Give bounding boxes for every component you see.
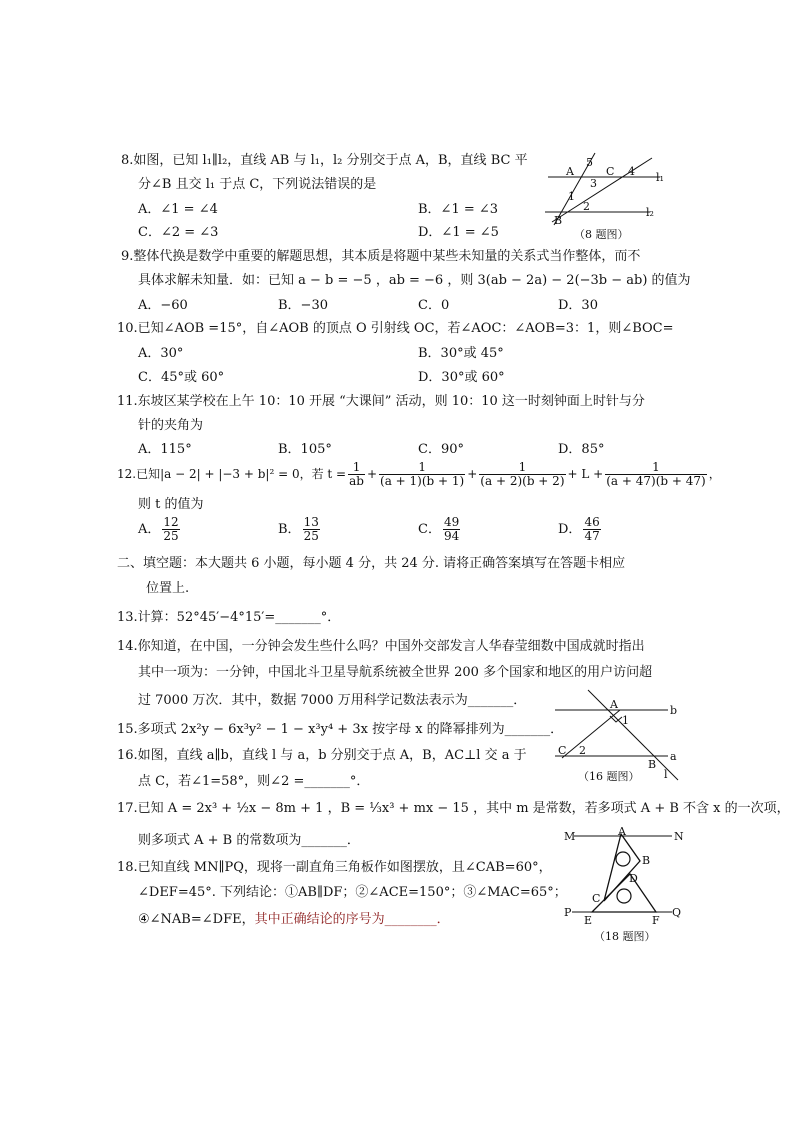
label-B: B [648,758,657,771]
q18-figure [560,826,690,948]
q10-option-d: D．30°或 60° [418,370,505,385]
q10-option-c: C．45°或 60° [138,370,225,385]
q12-option-c: C． $\frac{49}{94}$ [418,515,460,543]
hole-1 [616,852,630,866]
q12-option-a: A． $\frac{12}{25}$ [138,515,179,543]
q8-option-c: C．∠2 = ∠3 [138,225,219,240]
q18-line3b: 其中正确结论的序号为________． [254,912,450,927]
label-b: b [670,704,678,717]
label-A: A [618,826,626,838]
label-5: 5 [586,156,593,169]
label-l: l [664,768,668,781]
q17-line1: 17.已知 A = 2x³ + ½x − 8m + 1 ，B = ⅓x³ + mx − 15 ，其中 m 是常数，若多项式 A + B 不含 x 的一次项， [117,801,790,816]
label-P: P [564,906,572,919]
q18-line3 [138,911,450,928]
q8-line2: 分∠B 且交 l₁ 于点 C，下列说法错误的是 [138,177,377,192]
label-M: M [564,830,576,843]
q16-line1: 16.如图，直线 a∥b，直线 l 与 a，b 分别交于点 A，B，AC⊥l 交 a 于 [117,748,527,763]
label-l2: l₂ [646,206,654,219]
q12-option-d: D． $\frac{46}{47}$ [558,515,600,543]
q12-frac-1: $\frac{1}{ab}$ [349,460,364,488]
q9-line1: 9.整体代换是数学中重要的解题思想，其本质是将题中某些未知量的关系式当作整体，而不 [121,249,641,264]
q8-option-b: B．∠1 = ∠3 [418,202,499,217]
q12-condition: |a − 2| + |−3 + b|² = 0 [160,467,300,481]
label-A: A [610,698,618,711]
hole-2 [617,889,631,903]
q14-line3: 过 7000 万次．其中，数据 7000 万用科学记数法表示为_______． [138,693,527,708]
label-C: C [606,165,615,178]
triangle-def [592,874,656,912]
q9-option-c: C．0 [418,298,450,313]
label-Q: Q [672,906,682,919]
label-B: B [642,854,651,867]
label-4: 4 [628,165,635,178]
q12-prefix: 12.已知 [117,467,161,481]
q11-line1: 11.东坡区某学校在上午 10：10 开展 “大课间” 活动，则 10：10 这一时刻钟面上时针与分 [117,394,645,409]
q12-frac-2: $\frac{1}{(a + 1)(b + 1)}$ [380,460,465,488]
label-2: 2 [583,200,590,213]
q16-line2: 点 C，若∠1=58°，则∠2 =_______°． [138,774,370,789]
label-a: a [670,750,677,763]
q10-option-b: B．30°或 45° [418,346,504,361]
q9-option-d: D．30 [558,298,598,313]
q12-mid: ，若 t = [299,467,347,481]
q13-text: 13.计算：52°45′−4°15′=_______°． [117,610,341,625]
q9-option-b: B．−30 [278,298,328,313]
label-1: 1 [622,714,629,727]
q11-option-c: C．90° [418,442,464,457]
label-3: 3 [590,177,597,190]
q12-option-b: B． $\frac{13}{25}$ [278,515,319,543]
q12-line2: 则 t 的值为 [138,497,204,512]
section2-line1: 二、填空题：本大题共 6 小题，每小题 4 分，共 24 分. 请将正确答案填写在答题卡相应 [117,556,626,571]
q14-line2: 其中一项为：一分钟，中国北斗卫星导航系统被全世界 200 多个国家和地区的用户访问超 [138,665,653,680]
label-2: 2 [579,744,586,757]
triangle-abc [604,834,640,901]
label-A: A [566,165,574,178]
label-C: C [592,892,601,905]
label-N: N [674,830,684,843]
label-B: B [554,214,563,227]
line-l [588,690,678,780]
q16-figure [550,688,690,788]
q12-frac-4: $\frac{1}{(a + 47)(b + 47)}$ [606,460,706,488]
q14-line1: 14.你知道，在中国，一分钟会发生些什么吗？中国外交部发言人华春莹细数中国成就时指出 [117,639,645,654]
q9-option-a: A．−60 [138,298,188,313]
q9-line2: 具体求解未知量．如：已知 a − b = −5 ，ab = −6 ，则 3(ab − 2a) − 2(−3b − ab) 的值为 [138,273,691,288]
label-D: D [629,872,638,885]
q18-line2: ∠DEF=45°. 下列结论：①AB∥DF；②∠ACE=150°；③∠MAC=65°； [138,885,567,900]
label-F: F [652,914,660,927]
q8-option-a: A．∠1 = ∠4 [138,202,218,217]
q8-figure [540,150,675,250]
q16-caption: （16 题图） [578,770,640,783]
q10-line1: 10.已知∠AOB =15°，自∠AOB 的顶点 O 引射线 OC，若∠AOC：∠AOB=3：1，则∠BOC= [117,321,674,336]
q12-dots: + L + [567,467,604,481]
q18-line3a: ④∠NAB=∠DFE， [138,912,255,927]
label-C: C [558,744,567,757]
section2-line2: 位置上. [146,581,190,596]
q17-line2: 则多项式 A + B 的常数项为_______． [138,833,360,848]
q11-option-b: B．105° [278,442,332,457]
q8-line1: 8.如图，已知 l₁∥l₂，直线 AB 与 l₁，l₂ 分别交于点 A，B，直线 BC 平 [121,153,528,168]
q11-line2: 针的夹角为 [138,418,204,433]
q18-line1: 18.已知直线 MN∥PQ，现将一副直角三角板作如图摆放，且∠CAB=60°， [117,860,552,875]
q11-option-a: A．115° [138,442,192,457]
q8-option-d: D．∠1 = ∠5 [418,225,499,240]
q18-caption: （18 题图） [594,930,656,943]
label-1: 1 [568,190,575,203]
q12-line1: 12.已知|a − 2| + |−3 + b|² = 0，若 t = $\frac{1}{ab}$ + $\frac{1}{(a + 1)(b + 1)}$ + $\frac{1}{(a + 2)(b + 2)}$ + L + $\frac{1}{(a + 47)(b + 47)}$ ， [117,460,721,488]
q15-text: 15.多项式 2x²y − 6x³y² − 1 − x³y⁴ + 3x 按字母 x 的降幂排列为_______． [117,722,564,737]
q8-caption: （8 题图） [574,228,629,241]
label-l1: l₁ [656,171,664,184]
q10-option-a: A．30° [138,346,184,361]
q11-option-d: D．85° [558,442,605,457]
q12-frac-3: $\frac{1}{(a + 2)(b + 2)}$ [480,460,565,488]
label-E: E [584,914,593,927]
